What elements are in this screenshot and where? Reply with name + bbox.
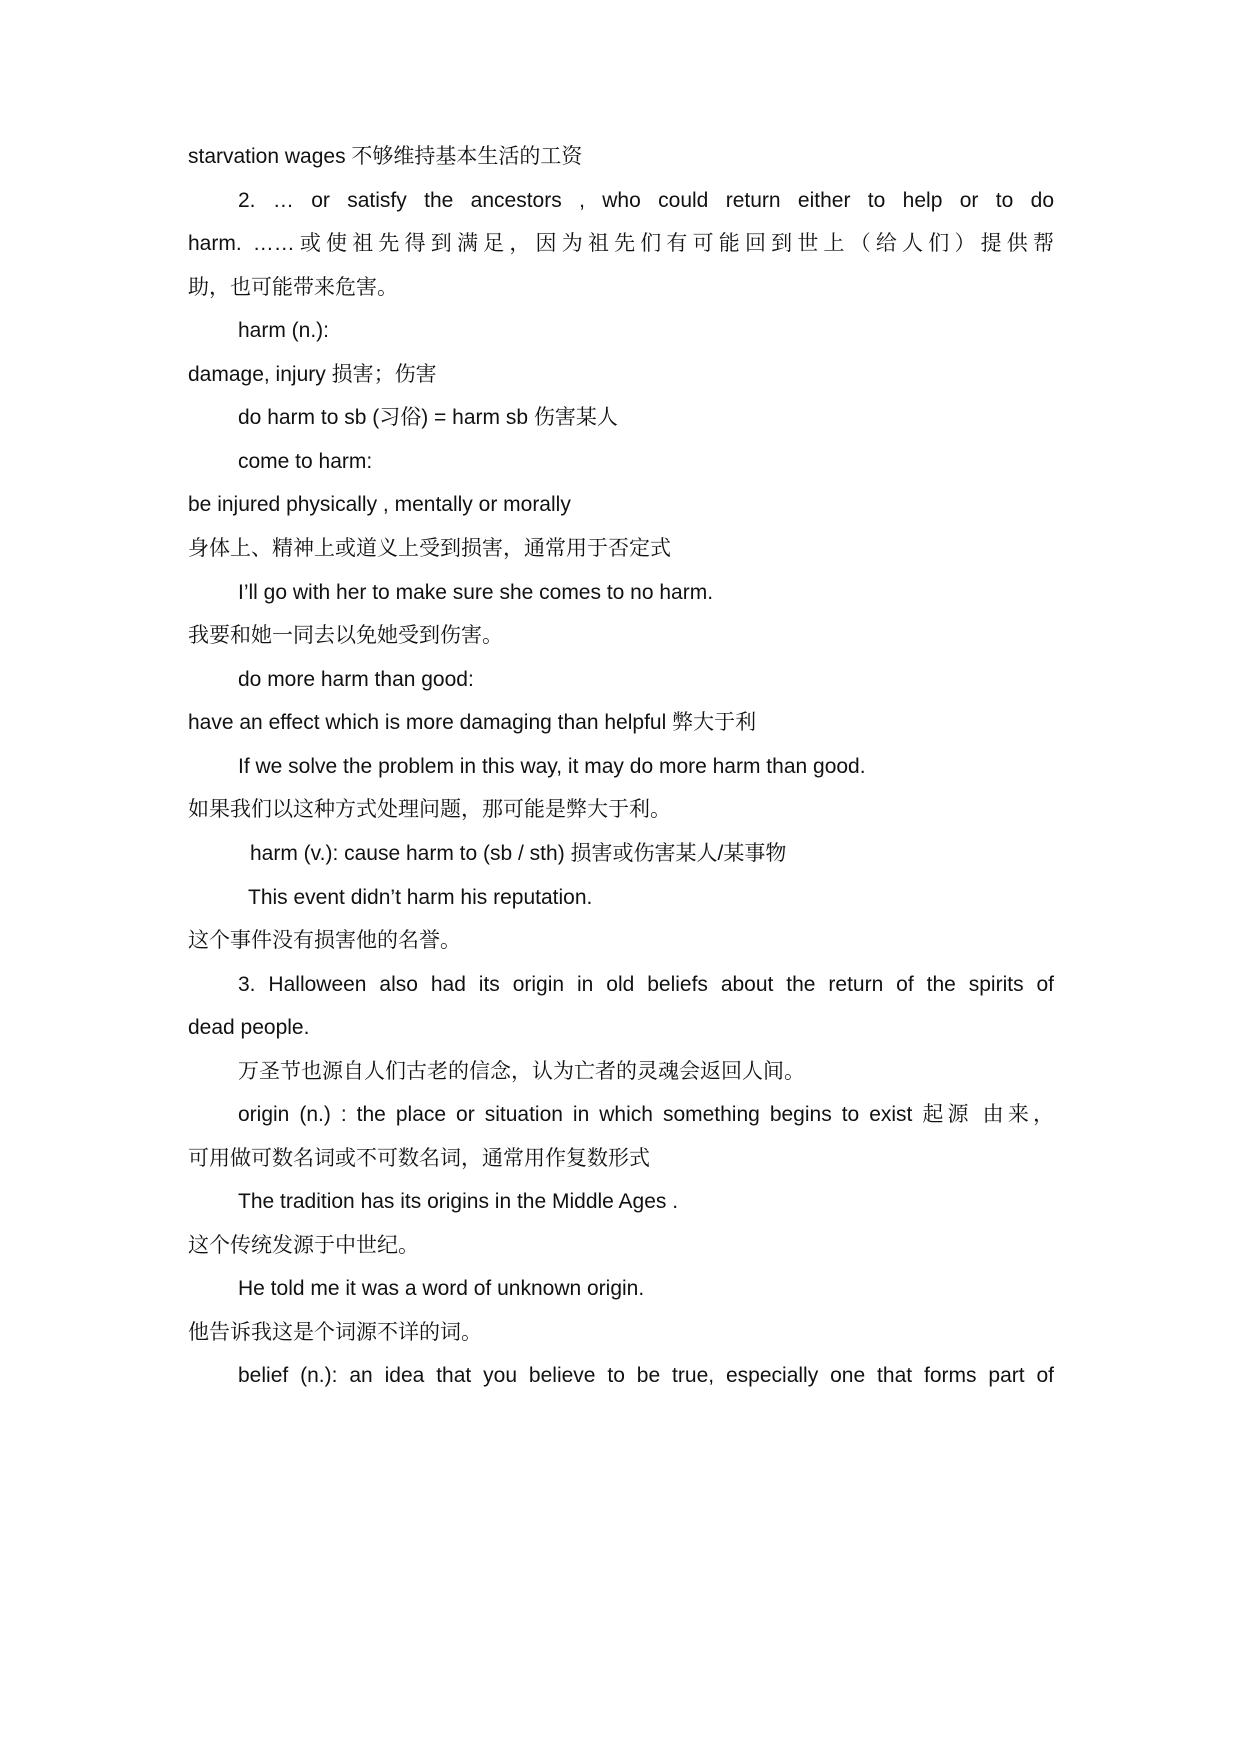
text-line: He told me it was a word of unknown origin. (238, 1277, 645, 1300)
text-line: 身体上、精神上或道义上受到损害，通常用于否定式 (188, 537, 671, 560)
text-line: I’ll go with her to make sure she comes to no harm. (238, 581, 714, 604)
text-line: have an effect which is more damaging than helpful 弊大于利 (188, 711, 757, 734)
text-line: do harm to sb (习俗) = harm sb 伤害某人 (238, 406, 618, 429)
text-line: dead people. (188, 1016, 310, 1039)
text-line: 万圣节也源自人们古老的信念，认为亡者的灵魂会返回人间。 (238, 1060, 805, 1083)
text-line: damage, injury 损害；伤害 (188, 363, 437, 386)
text-line: 助，也可能带来危害。 (188, 276, 398, 299)
text-line: The tradition has its origins in the Middle Ages . (238, 1190, 679, 1213)
text-line: starvation wages 不够维持基本生活的工资 (188, 145, 583, 168)
text-line: origin (n.) : the place or situation in which something begins to exist 起源 由来， (238, 1103, 1054, 1126)
text-line: 3. Halloween also had its origin in old beliefs about the return of the spirits of (238, 973, 1054, 996)
text-line: belief (n.): an idea that you believe to be true, especially one that forms part of (238, 1364, 1054, 1387)
text-line: harm. ……或使祖先得到满足，因为祖先们有可能回到世上（给人们）提供帮 (188, 232, 1054, 255)
text-line: 这个传统发源于中世纪。 (188, 1234, 419, 1257)
text-line: 2. … or satisfy the ancestors , who could return either to help or to do (238, 189, 1054, 212)
text-line: be injured physically , mentally or morally (188, 493, 571, 516)
text-line: 我要和她一同去以免她受到伤害。 (188, 624, 503, 647)
text-line: 这个事件没有损害他的名誉。 (188, 929, 461, 952)
text-line: harm (v.): cause harm to (sb / sth) 损害或伤害某人/某事物 (250, 842, 787, 865)
text-line: 他告诉我这是个词源不详的词。 (188, 1321, 482, 1344)
text-line: 如果我们以这种方式处理问题，那可能是弊大于利。 (188, 798, 671, 821)
text-line: This event didn’t harm his reputation. (248, 886, 593, 909)
text-line: do more harm than good: (238, 668, 474, 691)
text-line: come to harm: (238, 450, 373, 473)
text-line: harm (n.): (238, 319, 330, 342)
text-line: If we solve the problem in this way, it may do more harm than good. (238, 755, 866, 778)
text-line: 可用做可数名词或不可数名词，通常用作复数形式 (188, 1147, 650, 1170)
